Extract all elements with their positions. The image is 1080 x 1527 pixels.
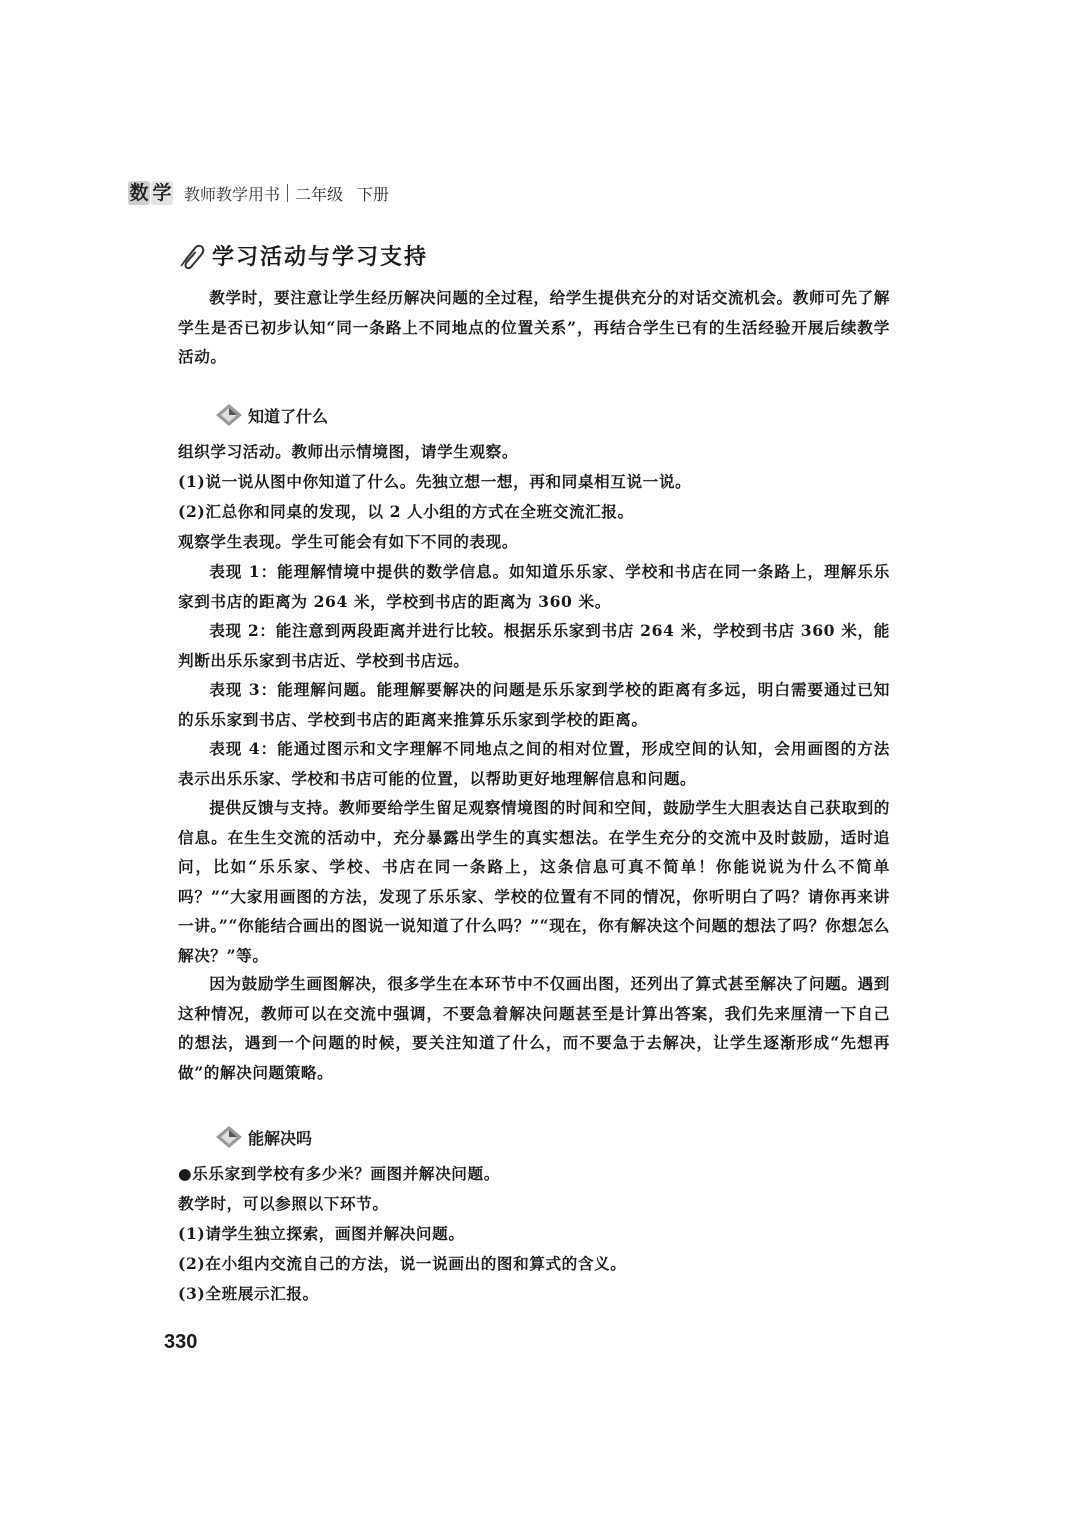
organize-text: 教师出示情境图，请学生观察。 bbox=[291, 442, 519, 461]
observe-performance bbox=[178, 527, 890, 557]
organize-lead: 组织学习活动。 bbox=[178, 442, 292, 461]
heading-can-solve bbox=[212, 1124, 312, 1150]
feedback-text: 教师要给学生留足观察情境图的时间和空间，鼓励学生大胆表达自己获取到的信息。在生生交流的活动中，充分暴露出学生的真实想法。在学生充分的交流中及时鼓励，适时追问，比如“乐乐家、学校、书店在同一条路上，这条信息可真不简单！你能说说为什么不简单吗？”“大家用画图的方法，发现了乐乐家、学校的位置有不同的情况，你听明白了吗？请你再来讲一讲。”“你能结合画出的图说一说知道了什么吗？”“现在，你有解决这个问题的想法了吗？你想怎么解决？”等。 bbox=[178, 798, 890, 965]
book-logo bbox=[128, 181, 174, 205]
section-title bbox=[178, 240, 428, 271]
section-title-text: 学习活动与学习支持 bbox=[212, 244, 429, 270]
performance-1: 表现 1：能理解情境中提供的数学信息。如知道乐乐家、学校和书店在同一条路上，理解乐乐家到书店的距离为 264 米，学校到书店的距离为 360 米。 bbox=[178, 562, 890, 611]
logo-char-2: 学 bbox=[152, 182, 172, 204]
closing-paragraph: 因为鼓励学生画图解决，很多学生在本环节中不仅画出图，还列出了算式甚至解决了问题。遇到这种情况，教师可以在交流中强调，不要急着解决问题甚至是计算出答案，我们先来厘清一下自己的想法，遇到一个问题的时候，要关注知道了什么，而不要急于去解决，让学生逐渐形成“先想再做”的解决问题策略。 bbox=[178, 974, 890, 1082]
performance-3: 表现 3：能理解问题。能理解要解决的问题是乐乐家到学校的距离有多远，明白需要通过已知的乐乐家到书店、学校到书店的距离来推算乐乐家到学校的距离。 bbox=[178, 680, 890, 729]
observe-text: 学生可能会有如下不同的表现。 bbox=[291, 532, 519, 551]
logo-char-1: 数 bbox=[129, 182, 149, 204]
feedback-support bbox=[178, 793, 890, 970]
diamond-icon bbox=[212, 1124, 246, 1150]
organize-activity bbox=[178, 437, 890, 467]
book-title: 教师教学用书 bbox=[184, 184, 281, 204]
page-number: 330 bbox=[164, 1331, 198, 1353]
heading-what-do-we-know bbox=[212, 402, 328, 428]
step-3: (3)全班展示汇报。 bbox=[178, 1284, 319, 1303]
page-header bbox=[128, 176, 389, 210]
heading-text: 能解决吗 bbox=[248, 1128, 313, 1148]
header-divider bbox=[287, 184, 288, 202]
paperclip-icon bbox=[178, 242, 208, 270]
step-1: (1)说一说从图中你知道了什么。先独立想一想，再和同桌相互说一说。 bbox=[178, 472, 692, 491]
section-intro: 教学时，要注意让学生经历解决问题的全过程，给学生提供充分的对话交流机会。教师可先了解学生是否已初步认知“同一条路上不同地点的位置关系”，再结合学生已有的生活经验开展后续教学活动。 bbox=[178, 288, 890, 366]
step-2: (2)在小组内交流自己的方法，说一说画出的图和算式的含义。 bbox=[178, 1254, 627, 1273]
teaching-intro: 教学时，可以参照以下环节。 bbox=[178, 1194, 389, 1213]
performance-4: 表现 4：能通过图示和文字理解不同地点之间的相对位置，形成空间的认知，会用画图的方法表示出乐乐家、学校和书店可能的位置，以帮助更好地理解信息和问题。 bbox=[178, 739, 890, 788]
step-2: (2)汇总你和同桌的发现，以 2 人小组的方式在全班交流汇报。 bbox=[178, 502, 634, 521]
book-volume: 下册 bbox=[357, 184, 390, 204]
observe-lead: 观察学生表现。 bbox=[178, 532, 292, 551]
heading-text: 知道了什么 bbox=[248, 406, 329, 426]
performance-2: 表现 2：能注意到两段距离并进行比较。根据乐乐家到书店 264 米，学校到书店 360 米，能判断出乐乐家到书店近、学校到书店远。 bbox=[178, 621, 890, 670]
diamond-icon bbox=[212, 402, 246, 428]
step-1: (1)请学生独立探索，画图并解决问题。 bbox=[178, 1224, 465, 1243]
feedback-lead: 提供反馈与支持。 bbox=[209, 798, 339, 817]
problem-question: ●乐乐家到学校有多少米？画图并解决问题。 bbox=[178, 1164, 500, 1183]
book-grade: 二年级 bbox=[295, 184, 344, 204]
